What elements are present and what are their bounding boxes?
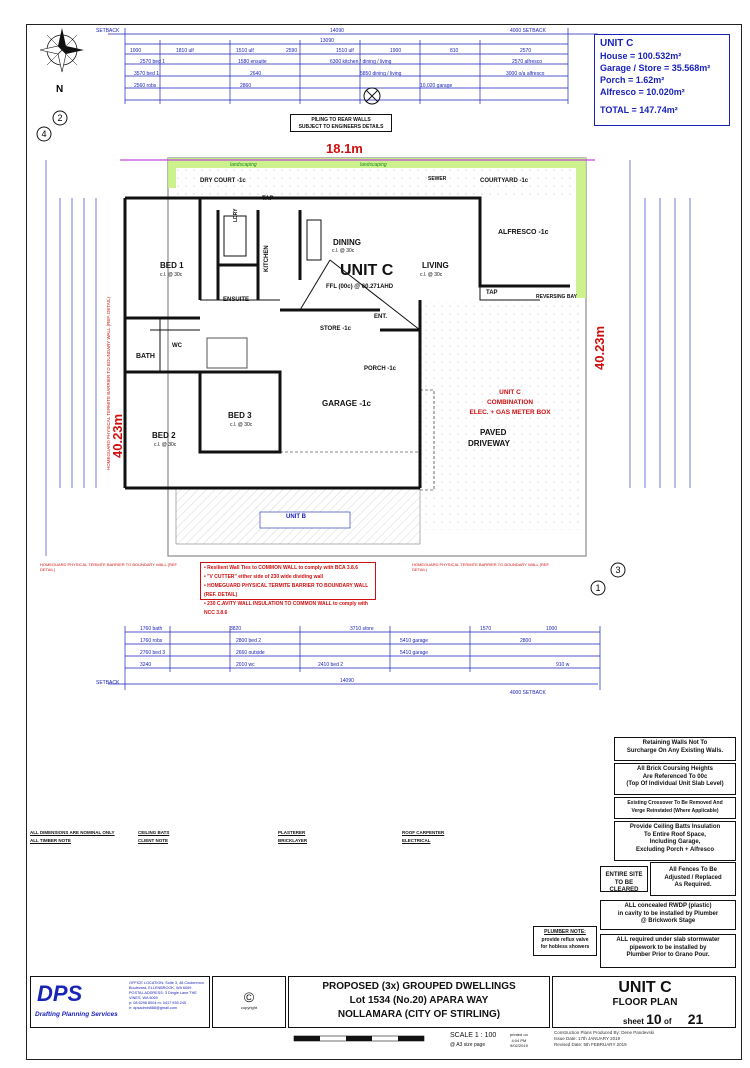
- ffl-label: FFL (00c) @ 60.271AHD: [326, 284, 394, 290]
- spec-head-2: CEILING BATS: [138, 830, 170, 835]
- dps-logo: DPS: [37, 981, 83, 1006]
- red-note-4: • 230 C.AVITY WALL INSULATION TO COMMON WALL to comply with NCC 3.8.6: [204, 601, 368, 616]
- footer-revised-date: Revised Date: 5th FEBRUARY 2019: [554, 1042, 627, 1047]
- dim-b-l: 5410 garage: [400, 650, 429, 656]
- unit-area-title: UNIT C: [600, 38, 634, 49]
- office-location: OFFICE LOCATION: Suite 3, 48 Cookmmon Boulevard, ELLENBROOK, WA 6069: [129, 981, 204, 990]
- dim-r3f: 810: [450, 48, 459, 54]
- note-site-1: ENTIRE SITE: [605, 872, 643, 878]
- spec-column-3: [278, 830, 398, 970]
- area-house: House = 100.532m²: [600, 51, 682, 61]
- dim-b-d: 3240: [140, 662, 152, 668]
- room-bed3: BED 3: [228, 411, 252, 420]
- note-storm-2: pipework to be installed by: [629, 944, 707, 951]
- spec-column-2: [138, 830, 274, 970]
- ceiling-bed2: c.l. @ 30c: [154, 442, 177, 448]
- setback-bottom: SETBACK: [96, 680, 120, 686]
- sheet-unit: UNIT C: [618, 979, 672, 996]
- dim-b-p: 2800: [520, 638, 532, 644]
- spec-head-2b: CLIENT NOTE: [138, 838, 168, 843]
- footer-produced-by: Construction Plans Produced By: Dene Pandevski: [554, 1030, 655, 1035]
- dim-r3c: 2590: [286, 48, 298, 54]
- ceiling-bed3: c.l. @ 30c: [230, 422, 253, 428]
- room-porch: PORCH -1c: [364, 366, 397, 372]
- titleblock-logo: [30, 976, 210, 1028]
- sheet-plan: FLOOR PLAN: [612, 997, 678, 1008]
- dim-b-f: 3710 store: [350, 626, 374, 632]
- meter-box-line2: COMBINATION: [486, 399, 534, 406]
- area-garage: Garage / Store = 35.568m²: [600, 63, 711, 73]
- room-ent: ENT.: [374, 314, 388, 320]
- printed-label: printed on: [510, 1032, 528, 1037]
- ceiling-dining: c.l. @ 30c: [332, 248, 355, 254]
- room-alfresco: ALFRESCO -1c: [498, 229, 549, 236]
- spec-head-4: ROOF CARPENTER: [402, 830, 445, 835]
- dim-r5a: 3570 bed 1: [134, 71, 160, 77]
- dim-b-n: 1000: [546, 626, 558, 632]
- north-label: N: [56, 84, 64, 95]
- spec-head-1b: ALL TIMBER NOTE: [30, 838, 71, 843]
- spec-head-4b: ELECTRICAL: [402, 838, 431, 843]
- pile-marker-icon: [364, 88, 380, 104]
- tap-2: TAP: [486, 290, 498, 296]
- spec-column-1: [30, 830, 136, 970]
- spec-head-3b: BRICKLAYER: [278, 838, 308, 843]
- room-wc: WC: [172, 343, 182, 349]
- note-brick-3: (Top Of Individual Unit Slab Level): [626, 781, 724, 787]
- marker-4: 4: [41, 129, 47, 139]
- dim-r3b: 1510 ulf: [236, 48, 254, 54]
- sheet-total: 21: [687, 1011, 704, 1027]
- scale-text: SCALE 1 : 100: [450, 1032, 497, 1039]
- note-batts-1: Provide Ceiling Batts Insulation: [629, 824, 721, 830]
- dim-row2: 13090: [320, 38, 334, 44]
- paper-size: @ A3 size page: [450, 1042, 486, 1048]
- note-ceiling-batts: [614, 821, 736, 861]
- room-dining: DINING: [333, 238, 361, 247]
- dim-r4b: 1580 ensuite: [238, 59, 267, 65]
- termite-note-bottom-right: HOMEGUARD PHYSICAL TERMITE BARRIER TO BOUNDARY WALL (REF. DETAIL): [412, 562, 550, 572]
- termite-note-bottom-left: HOMEGUARD PHYSICAL TERMITE BARRIER TO BOUNDARY WALL (REF. DETAIL): [40, 562, 178, 572]
- tap-1: TAP: [262, 196, 274, 202]
- area-total: TOTAL = 147.74m²: [600, 105, 678, 115]
- postal-address: POSTAL ADDRESS: 3 Dingle Lane THE VINES, WA 6069: [129, 991, 197, 1000]
- note-crossover-2: Verge Reinstated (Where Applicable): [631, 807, 719, 814]
- note-fences-2: Adjusted / Replaced: [664, 874, 722, 881]
- dim-r4a: 2570 bed 1: [140, 59, 166, 65]
- note-storm-3: Plumber Prior to Grano Pour.: [626, 952, 710, 958]
- landscaping-2: landscaping: [230, 162, 257, 168]
- marker-3: 3: [615, 565, 621, 575]
- room-dry-court: DRY COURT -1c: [200, 178, 246, 184]
- note-retaining-1: Retaining Walls Not To: [642, 740, 708, 746]
- plumber-note-3: for hobless showers: [540, 944, 590, 950]
- note-rwdp-3: @ Brickwork Stage: [640, 918, 696, 924]
- dim-b-i: 2010 wc: [236, 662, 255, 668]
- red-notes-box: [200, 562, 376, 616]
- note-rwdp-1: ALL concealed RWDP (plastic): [624, 903, 712, 909]
- footer-issue-date: Issue Date: 17th JANUARY 2019: [554, 1036, 621, 1041]
- red-note-1: • Resilient Wall Ties to COMMON WALL to comply with BCA 3.8.6: [204, 565, 358, 571]
- room-kitchen: KITCHEN: [264, 245, 270, 272]
- room-bed1: BED 1: [160, 261, 184, 270]
- note-brick-1: All Brick Coursing Heights: [636, 766, 713, 772]
- piling-note: [290, 114, 392, 132]
- note-retaining-walls: [614, 737, 736, 761]
- sheet-label: sheet: [623, 1017, 644, 1026]
- printed-date: 9/02/2019: [510, 1043, 528, 1048]
- room-ldry: LDRY: [233, 208, 239, 222]
- meter-box-line1: UNIT C: [499, 389, 521, 396]
- dps-logo-sub: Drafting Planning Services: [35, 1011, 118, 1018]
- dim-r4c: 6300 kitchen / dining / living: [330, 59, 392, 65]
- copyright-label: copyright: [240, 1005, 258, 1010]
- room-driveway: DRIVEWAY: [468, 439, 510, 448]
- note-stormwater: [600, 934, 736, 968]
- dim-r3a: 1810 ulf: [176, 48, 194, 54]
- copyright-icon: ©: [243, 989, 255, 1005]
- project-line1: PROPOSED (3x) GROUPED DWELLINGS: [322, 981, 516, 992]
- landscaping-1: landscaping: [360, 162, 387, 168]
- north-arrow-icon: [40, 28, 84, 72]
- plumber-note-1: PLUMBER NOTE:: [544, 929, 586, 935]
- unit-area-box: [594, 34, 730, 126]
- dim-b-o: 910 w: [556, 662, 570, 668]
- spec-column-4: [402, 830, 530, 970]
- sheet-box: [552, 976, 736, 1028]
- dim-b-h: 2660 outside: [236, 650, 265, 656]
- dim-r5c: 5850 dining / living: [360, 71, 402, 77]
- note-crossover: [614, 797, 736, 819]
- ceiling-living: c.l. @ 30c: [420, 272, 443, 278]
- note-brick-2: Are Referenced To 00c: [642, 773, 708, 780]
- room-bath: BATH: [136, 353, 155, 360]
- dim-b-m: 1570: [480, 626, 492, 632]
- general-notes: [30, 1030, 280, 1056]
- dim-r3d: 1510 ulf: [336, 48, 354, 54]
- dim-b-e: 3820: [230, 626, 242, 632]
- dim-r6c: 10,020 garage: [420, 83, 453, 89]
- revision-info: [554, 1030, 734, 1048]
- dim-b-a: 1760 bath: [140, 626, 163, 632]
- room-garage: GARAGE -1c: [322, 399, 371, 408]
- note-batts-4: Excluding Porch + Alfresco: [636, 846, 714, 853]
- dim-r4d: 2570 alfresco: [512, 59, 543, 65]
- spec-head-3: PLASTERER: [278, 830, 306, 835]
- unit-label: UNIT C: [340, 262, 394, 279]
- dim-b-j: 2410 bed 2: [318, 662, 344, 668]
- setback-top-right: 4000 SETBACK: [510, 28, 546, 34]
- marker-1: 1: [595, 583, 601, 593]
- note-batts-2: To Entire Roof Space,: [644, 831, 706, 838]
- piling-note-line1: PILING TO REAR WALLS: [311, 117, 371, 123]
- note-rwdp-2: in cavity to be installed by Plumber: [617, 910, 719, 917]
- dim-r3-left: 1000: [130, 48, 142, 54]
- dim-r5d: 3000 o/a alfresco: [506, 71, 545, 77]
- note-batts-3: Including Garage,: [649, 839, 701, 845]
- dim-frontage: 18.1m: [326, 141, 363, 156]
- note-fences-1: All Fences To Be: [669, 867, 717, 873]
- dim-b-q: 14090: [340, 678, 354, 684]
- dim-side-right: 40.23m: [592, 325, 607, 370]
- note-storm-1: ALL required under slab stormwater: [616, 937, 720, 943]
- room-store: STORE -1c: [320, 326, 351, 332]
- note-fences: [650, 862, 736, 896]
- email: e: dpsadmin888@gmail.com: [129, 1006, 178, 1010]
- setback-bottom-right: 4000 SETBACK: [510, 690, 546, 696]
- note-site-cleared: [600, 866, 648, 892]
- note-fences-3: As Required.: [674, 882, 712, 888]
- ceiling-bed1: c.l. @ 30c: [160, 272, 183, 278]
- spec-head-1: ALL DIMENSIONS ARE NOMINAL ONLY: [30, 830, 115, 835]
- sewer-label: SEWER: [428, 176, 447, 182]
- dim-b-c: 2760 bed 3: [140, 650, 166, 656]
- red-note-2: • "V CUTTER" either side of 230 wide dividing wall: [204, 574, 324, 580]
- dim-r6b: 2860: [240, 83, 252, 89]
- termite-note-left: HOMEGUARD PHYSICAL TERMITE BARRIER TO BOUNDARY WALL (REF. DETAIL): [106, 296, 111, 470]
- sheet-number-row: [623, 1011, 703, 1027]
- area-alfresco: Alfresco = 10.020m²: [600, 87, 685, 97]
- reversing-bay: REVERSING BAY: [536, 294, 577, 300]
- copyright-box: [212, 976, 286, 1028]
- sheet-of: of: [663, 1017, 672, 1026]
- piling-note-line2: SUBJECT TO ENGINEERS DETAILS: [298, 124, 384, 130]
- dim-b-b: 1760 robs: [140, 638, 163, 644]
- note-crossover-1: Existing Crossover To Be Removed And: [627, 800, 723, 806]
- plumber-note: [533, 926, 597, 956]
- printed-time: 4:04 PM: [511, 1037, 527, 1043]
- project-line3: NOLLAMARA (CITY OF STIRLING): [337, 1009, 501, 1020]
- phone: p: 08 6296 8004 m: 0417 939 245: [129, 1001, 187, 1005]
- room-living: LIVING: [422, 261, 449, 270]
- note-site-2: TO BE CLEARED: [609, 879, 639, 893]
- dim-r3g: 2570: [520, 48, 532, 54]
- dim-b-k: 5410 garage: [400, 638, 429, 644]
- scale-bar: [288, 1030, 448, 1056]
- room-ensuite: ENSUITE: [223, 297, 250, 303]
- note-retaining-2: Surcharge On Any Existing Walls.: [626, 747, 724, 754]
- plumber-note-2: provide reflux valve: [541, 936, 589, 943]
- note-brick-coursing: [614, 763, 736, 795]
- setback-top: SETBACK: [96, 28, 120, 34]
- dim-b-g: 2800 bed 2: [236, 638, 262, 644]
- dim-side-left: 40.23m: [110, 413, 125, 458]
- dim-r5b: 2640: [250, 71, 262, 77]
- note-rwdp: [600, 900, 736, 930]
- marker-2: 2: [57, 113, 63, 123]
- print-info: [510, 1032, 528, 1049]
- room-bed2: BED 2: [152, 431, 176, 440]
- area-porch: Porch = 1.62m²: [600, 75, 665, 85]
- dim-r6a: 2560 robs: [134, 83, 157, 89]
- sheet-number: 10: [646, 1011, 662, 1027]
- room-courtyard: COURTYARD -1c: [480, 178, 529, 184]
- meter-box-line3: ELEC. + GAS METER BOX: [469, 409, 551, 416]
- dim-overall: 14090: [330, 28, 344, 34]
- room-paved: PAVED: [480, 428, 507, 437]
- project-title-box: [288, 976, 550, 1028]
- red-note-3: • HOMEGUARD PHYSICAL TERMITE BARRIER TO BOUNDARY WALL (REF. DETAIL): [204, 583, 369, 598]
- dim-r3e: 1900: [390, 48, 402, 54]
- project-line2: Lot 1534 (No.20) APARA WAY: [349, 995, 489, 1006]
- unit-b-label: UNIT B: [286, 514, 306, 520]
- office-info: [129, 981, 209, 1011]
